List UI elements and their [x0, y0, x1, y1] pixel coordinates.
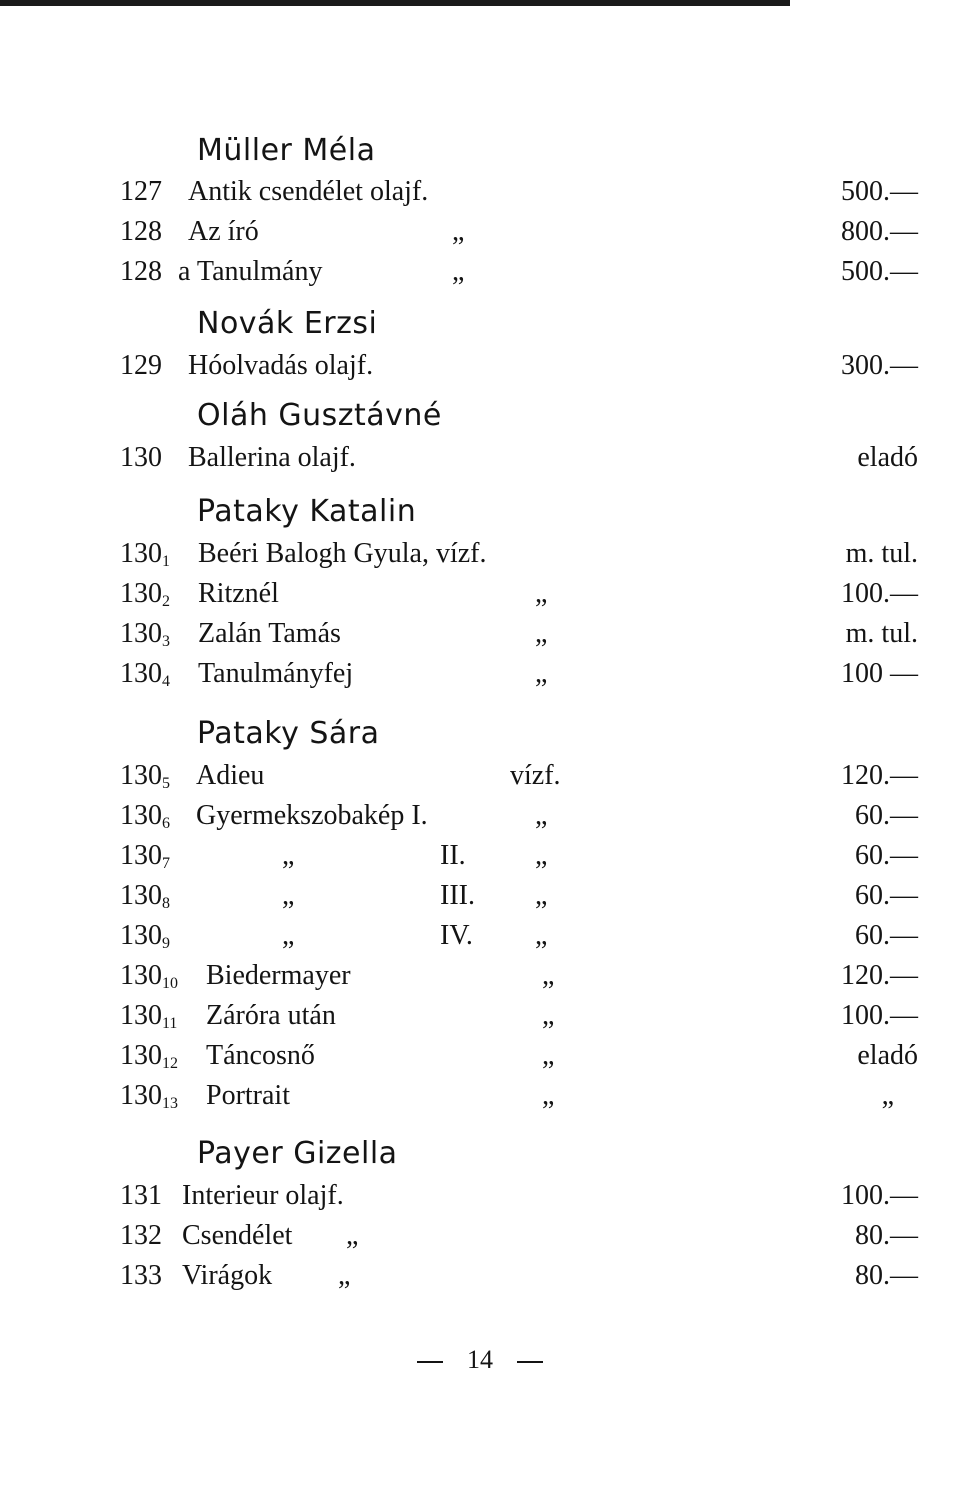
catalog-row: [0, 576, 960, 612]
artist-heading-novak: Novák Erzsi: [197, 306, 378, 341]
item-number-main: 130: [120, 920, 162, 951]
item-title: Ritznél: [198, 578, 279, 609]
catalog-row: [0, 1258, 960, 1294]
item-title: Táncosnő: [206, 1040, 315, 1071]
item-title: Beéri Balogh Gyula, vízf.: [198, 538, 487, 569]
ditto-mark: „: [452, 216, 465, 247]
item-title: Interieur olajf.: [182, 1180, 344, 1211]
footer-dash-right: [517, 1361, 543, 1363]
item-title: Gyermekszobakép I.: [196, 800, 428, 831]
catalog-row: [0, 656, 960, 692]
catalog-row: [0, 214, 960, 250]
item-number-main: 130: [120, 840, 162, 871]
item-subnumber: 12: [162, 1055, 178, 1072]
artist-heading-payer: Payer Gizella: [197, 1136, 398, 1171]
item-subnumber: 4: [162, 673, 170, 690]
catalog-row: [0, 536, 960, 572]
item-title: Az író: [188, 216, 259, 247]
ditto-mark: „: [535, 578, 548, 609]
item-price: 80.—: [855, 1220, 918, 1251]
item-subnumber: 1: [162, 553, 170, 570]
item-price: 60.—: [855, 880, 918, 911]
catalog-row: [0, 958, 960, 994]
item-price: 120.—: [841, 760, 918, 791]
item-title: Hóolvadás olajf.: [188, 350, 374, 381]
item-price: m. tul.: [845, 618, 918, 649]
item-number: [120, 174, 162, 210]
item-price: 500.—: [841, 176, 918, 207]
item-number: [120, 758, 170, 802]
item-price: 100.—: [841, 1180, 918, 1211]
ditto-mark: „: [282, 840, 295, 871]
ditto-mark: „: [542, 1040, 555, 1071]
ditto-mark: „: [346, 1220, 359, 1251]
item-title: Virágok: [182, 1260, 273, 1291]
item-price: 60.—: [855, 800, 918, 831]
item-number: 130: [120, 442, 162, 473]
item-number-main: 130: [120, 800, 162, 831]
ditto-mark: „: [535, 658, 548, 689]
catalog-row: [0, 758, 960, 794]
item-part: II.: [440, 840, 466, 871]
item-price: 800.—: [841, 216, 918, 247]
item-title: Biedermayer: [206, 960, 351, 991]
artist-heading-pataky-katalin: Pataky Katalin: [197, 494, 417, 529]
catalog-row: [0, 878, 960, 914]
catalog-row: [0, 838, 960, 874]
catalog-row: [0, 798, 960, 834]
item-number: 133: [120, 1260, 162, 1291]
page-footer: [0, 1344, 960, 1376]
item-price: 60.—: [855, 840, 918, 871]
artist-heading-pataky-sara: Pataky Sára: [197, 716, 380, 751]
item-number-main: 130: [120, 1000, 162, 1031]
item-title: Tanulmányfej: [198, 658, 354, 689]
item-subnumber: 6: [162, 815, 170, 832]
item-number: 128: [120, 216, 162, 247]
item-price: 80.—: [855, 1260, 918, 1291]
item-subnumber: 8: [162, 895, 170, 912]
item-number: [120, 656, 170, 700]
catalog-row: [0, 998, 960, 1034]
item-price: 100 —: [841, 658, 918, 689]
item-number: [120, 998, 177, 1042]
item-number-main: 130: [120, 1040, 162, 1071]
item-number: [120, 958, 178, 1002]
item-number-main: 130: [120, 538, 162, 569]
footer-dash-left: [417, 1361, 443, 1363]
item-title: Záróra után: [206, 1000, 336, 1031]
item-price: „: [881, 1080, 894, 1111]
item-number: [120, 536, 170, 580]
catalog-row: [0, 1078, 960, 1114]
item-price: 300.—: [841, 350, 918, 381]
item-price: 60.—: [855, 920, 918, 951]
catalog-row: [0, 1218, 960, 1254]
item-title: Antik csendélet olajf.: [188, 176, 429, 207]
catalog-row: [0, 254, 960, 290]
item-price: 100.—: [841, 578, 918, 609]
item-number: 129: [120, 350, 162, 381]
item-title: Adieu: [196, 760, 265, 791]
item-number-main: 130: [120, 880, 162, 911]
item-number: [120, 576, 170, 620]
ditto-mark: „: [535, 840, 548, 871]
ditto-mark: „: [282, 880, 295, 911]
item-number: 128: [120, 256, 162, 287]
item-number-main: 127: [120, 176, 162, 207]
ditto-mark: „: [542, 960, 555, 991]
artist-heading-olah: Oláh Gusztávné: [197, 398, 442, 433]
artist-heading-muller: Müller Méla: [197, 133, 376, 168]
item-number: [120, 838, 170, 882]
item-number: [120, 1078, 178, 1122]
item-number-main: 130: [120, 960, 162, 991]
catalog-row: [0, 174, 960, 210]
item-subnumber: 10: [162, 975, 178, 992]
item-number: [120, 1038, 178, 1082]
item-number: [120, 798, 170, 842]
item-subnumber: 7: [162, 855, 170, 872]
item-title: a Tanulmány: [178, 256, 323, 287]
ditto-mark: „: [452, 256, 465, 287]
item-number-main: 130: [120, 1080, 162, 1111]
ditto-mark: „: [338, 1260, 351, 1291]
item-part: III.: [440, 880, 475, 911]
catalog-row: [0, 616, 960, 652]
item-title: Csendélet: [182, 1220, 293, 1251]
item-number: [120, 918, 170, 962]
item-number-main: 130: [120, 578, 162, 609]
ditto-mark: „: [535, 618, 548, 649]
item-title: Zalán Tamás: [198, 618, 341, 649]
item-number-main: 130: [120, 760, 162, 791]
page-number: 14: [467, 1345, 493, 1374]
item-subnumber: 13: [162, 1095, 178, 1112]
item-price: 500.—: [841, 256, 918, 287]
item-subnumber: 9: [162, 935, 170, 952]
catalog-row: [0, 1038, 960, 1074]
item-price: eladó: [857, 442, 918, 473]
item-title: Portrait: [206, 1080, 290, 1111]
ditto-mark: „: [535, 800, 548, 831]
item-number: 131: [120, 1180, 162, 1211]
item-price: 100.—: [841, 1000, 918, 1031]
ditto-mark: „: [542, 1000, 555, 1031]
item-part: IV.: [440, 920, 473, 951]
item-number: [120, 616, 170, 660]
catalog-row: [0, 348, 960, 384]
ditto-mark: „: [535, 880, 548, 911]
ditto-mark: „: [542, 1080, 555, 1111]
item-price: eladó: [857, 1040, 918, 1071]
catalog-row: [0, 1178, 960, 1214]
item-number: [120, 878, 170, 922]
ditto-mark: „: [282, 920, 295, 951]
item-subnumber: 2: [162, 593, 170, 610]
ditto-mark: „: [535, 920, 548, 951]
item-number-main: 130: [120, 658, 162, 689]
catalog-row: [0, 918, 960, 954]
item-price: m. tul.: [845, 538, 918, 569]
item-subnumber: 5: [162, 775, 170, 792]
item-price: 120.—: [841, 960, 918, 991]
item-subnumber: 11: [162, 1015, 178, 1032]
item-medium: vízf.: [510, 760, 561, 791]
item-subnumber: 3: [162, 633, 170, 650]
item-title: Ballerina olajf.: [188, 442, 356, 473]
item-number-main: 130: [120, 618, 162, 649]
catalog-row: [0, 440, 960, 476]
item-number: 132: [120, 1220, 162, 1251]
